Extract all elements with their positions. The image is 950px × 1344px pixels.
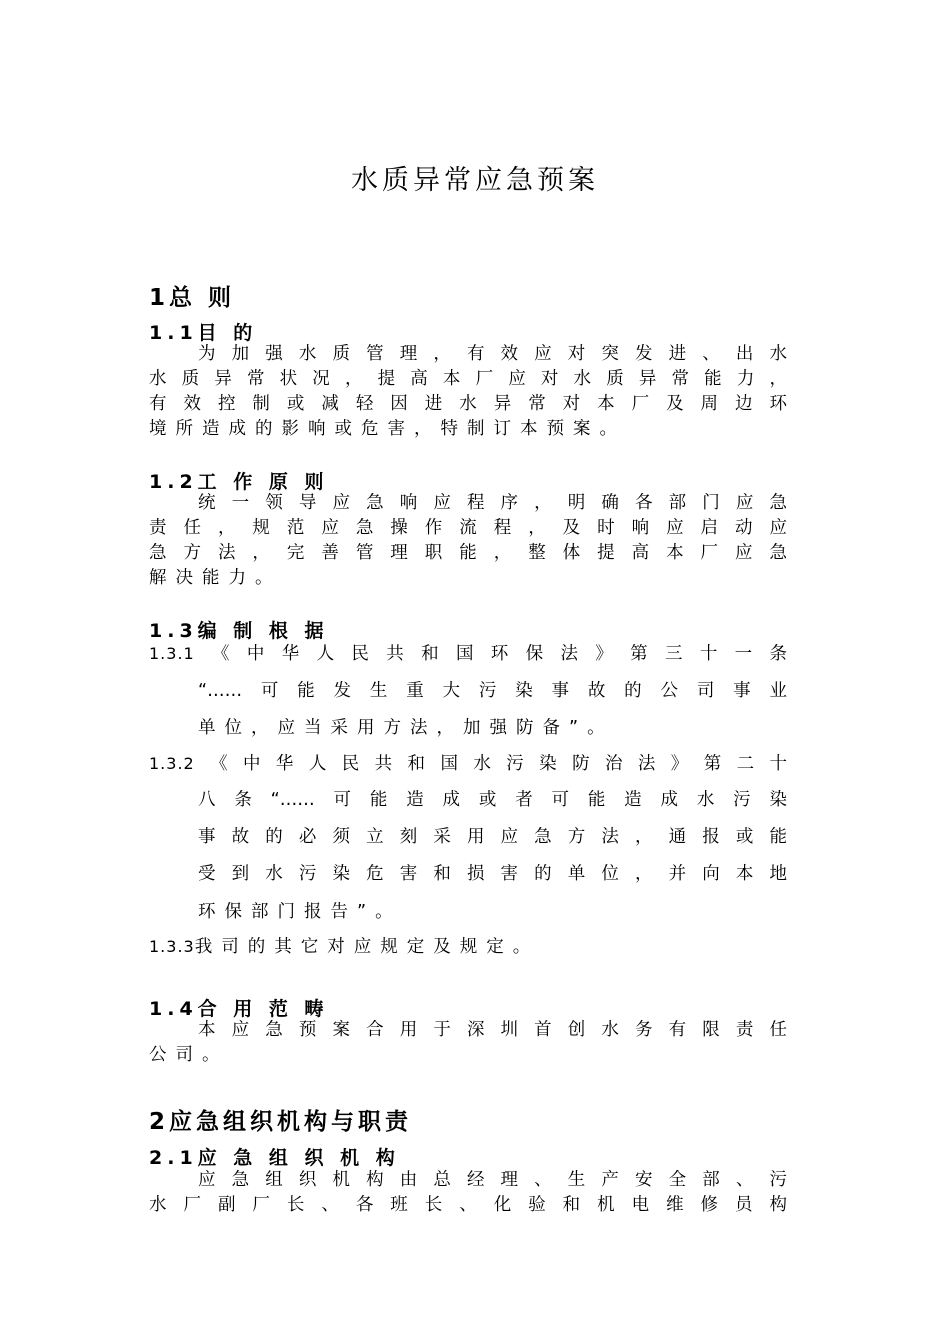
basis-item-1-line: “……可能发生重大污染事故的公司事业: [198, 681, 787, 701]
basis-item-number: 1.3.2: [149, 754, 195, 773]
document-title: 水质异常应急预案: [351, 165, 599, 196]
section-1-4-heading: 1.4合 用 范 畴: [149, 998, 329, 1020]
basis-item-2-line: 环保部门报告”。: [198, 902, 402, 922]
basis-item-text: 我司的其它对应规定及规定。: [194, 937, 540, 957]
section-2-1-line: 水厂副厂长、各班长、化验和机电维修员构: [149, 1195, 787, 1215]
basis-item-1-line: 单位，应当采用方法，加强防备”。: [198, 718, 614, 738]
basis-item-3: [149, 934, 787, 960]
section-1-2-line: 统一领导应急响应程序，明确各部门应急: [198, 493, 787, 513]
basis-item-2: [149, 751, 787, 777]
section-1-1-heading: 1.1目 的: [149, 322, 258, 344]
section-1-1-line: 境所造成的影响或危害，特制订本预案。: [149, 419, 626, 439]
basis-item-1: [149, 641, 787, 667]
section-1-2-line: 责任，规范应急操作流程，及时响应启动应: [149, 518, 787, 538]
section-1-1-line: 水质异常状况，提高本厂应对水质异常能力，: [149, 369, 787, 389]
basis-item-2-line: 事故的必须立刻采用应急方法，通报或能: [198, 827, 787, 847]
basis-item-number: 1.3.3: [149, 937, 195, 956]
section-1-heading: 1总 则: [149, 285, 236, 311]
section-1-1-line: 有效控制或减轻因进水异常对本厂及周边环: [149, 394, 787, 414]
section-2-1-heading: 2.1应 急 组 织 机 构: [149, 1147, 400, 1169]
section-1-2-line: 急方法，完善管理职能，整体提高本厂应急: [149, 543, 787, 563]
basis-item-text: 《中华人民共和国环保法》第三十一条: [194, 644, 787, 664]
section-1-4-line: 公司。: [149, 1045, 229, 1065]
section-1-2-line: 解决能力。: [149, 568, 282, 588]
section-1-1-line: 为加强水质管理，有效应对突发进、出水: [198, 344, 787, 364]
basis-item-text: 《中华人民共和国水污染防治法》第二十: [194, 754, 787, 774]
basis-item-2-line: 受到水污染危害和损害的单位，并向本地: [198, 864, 787, 884]
section-1-4-line: 本应急预案合用于深圳首创水务有限责任: [198, 1020, 787, 1040]
basis-item-2-line: 八条“……可能造成或者可能造成水污染: [198, 790, 787, 810]
basis-item-number: 1.3.1: [149, 644, 195, 663]
section-1-3-heading: 1.3编 制 根 据: [149, 620, 329, 642]
section-2-1-line: 应急组织机构由总经理、生产安全部、污: [198, 1170, 787, 1190]
section-2-heading: 2应急组织机构与职责: [149, 1109, 413, 1135]
section-1-2-heading: 1.2工 作 原 则: [149, 471, 329, 493]
